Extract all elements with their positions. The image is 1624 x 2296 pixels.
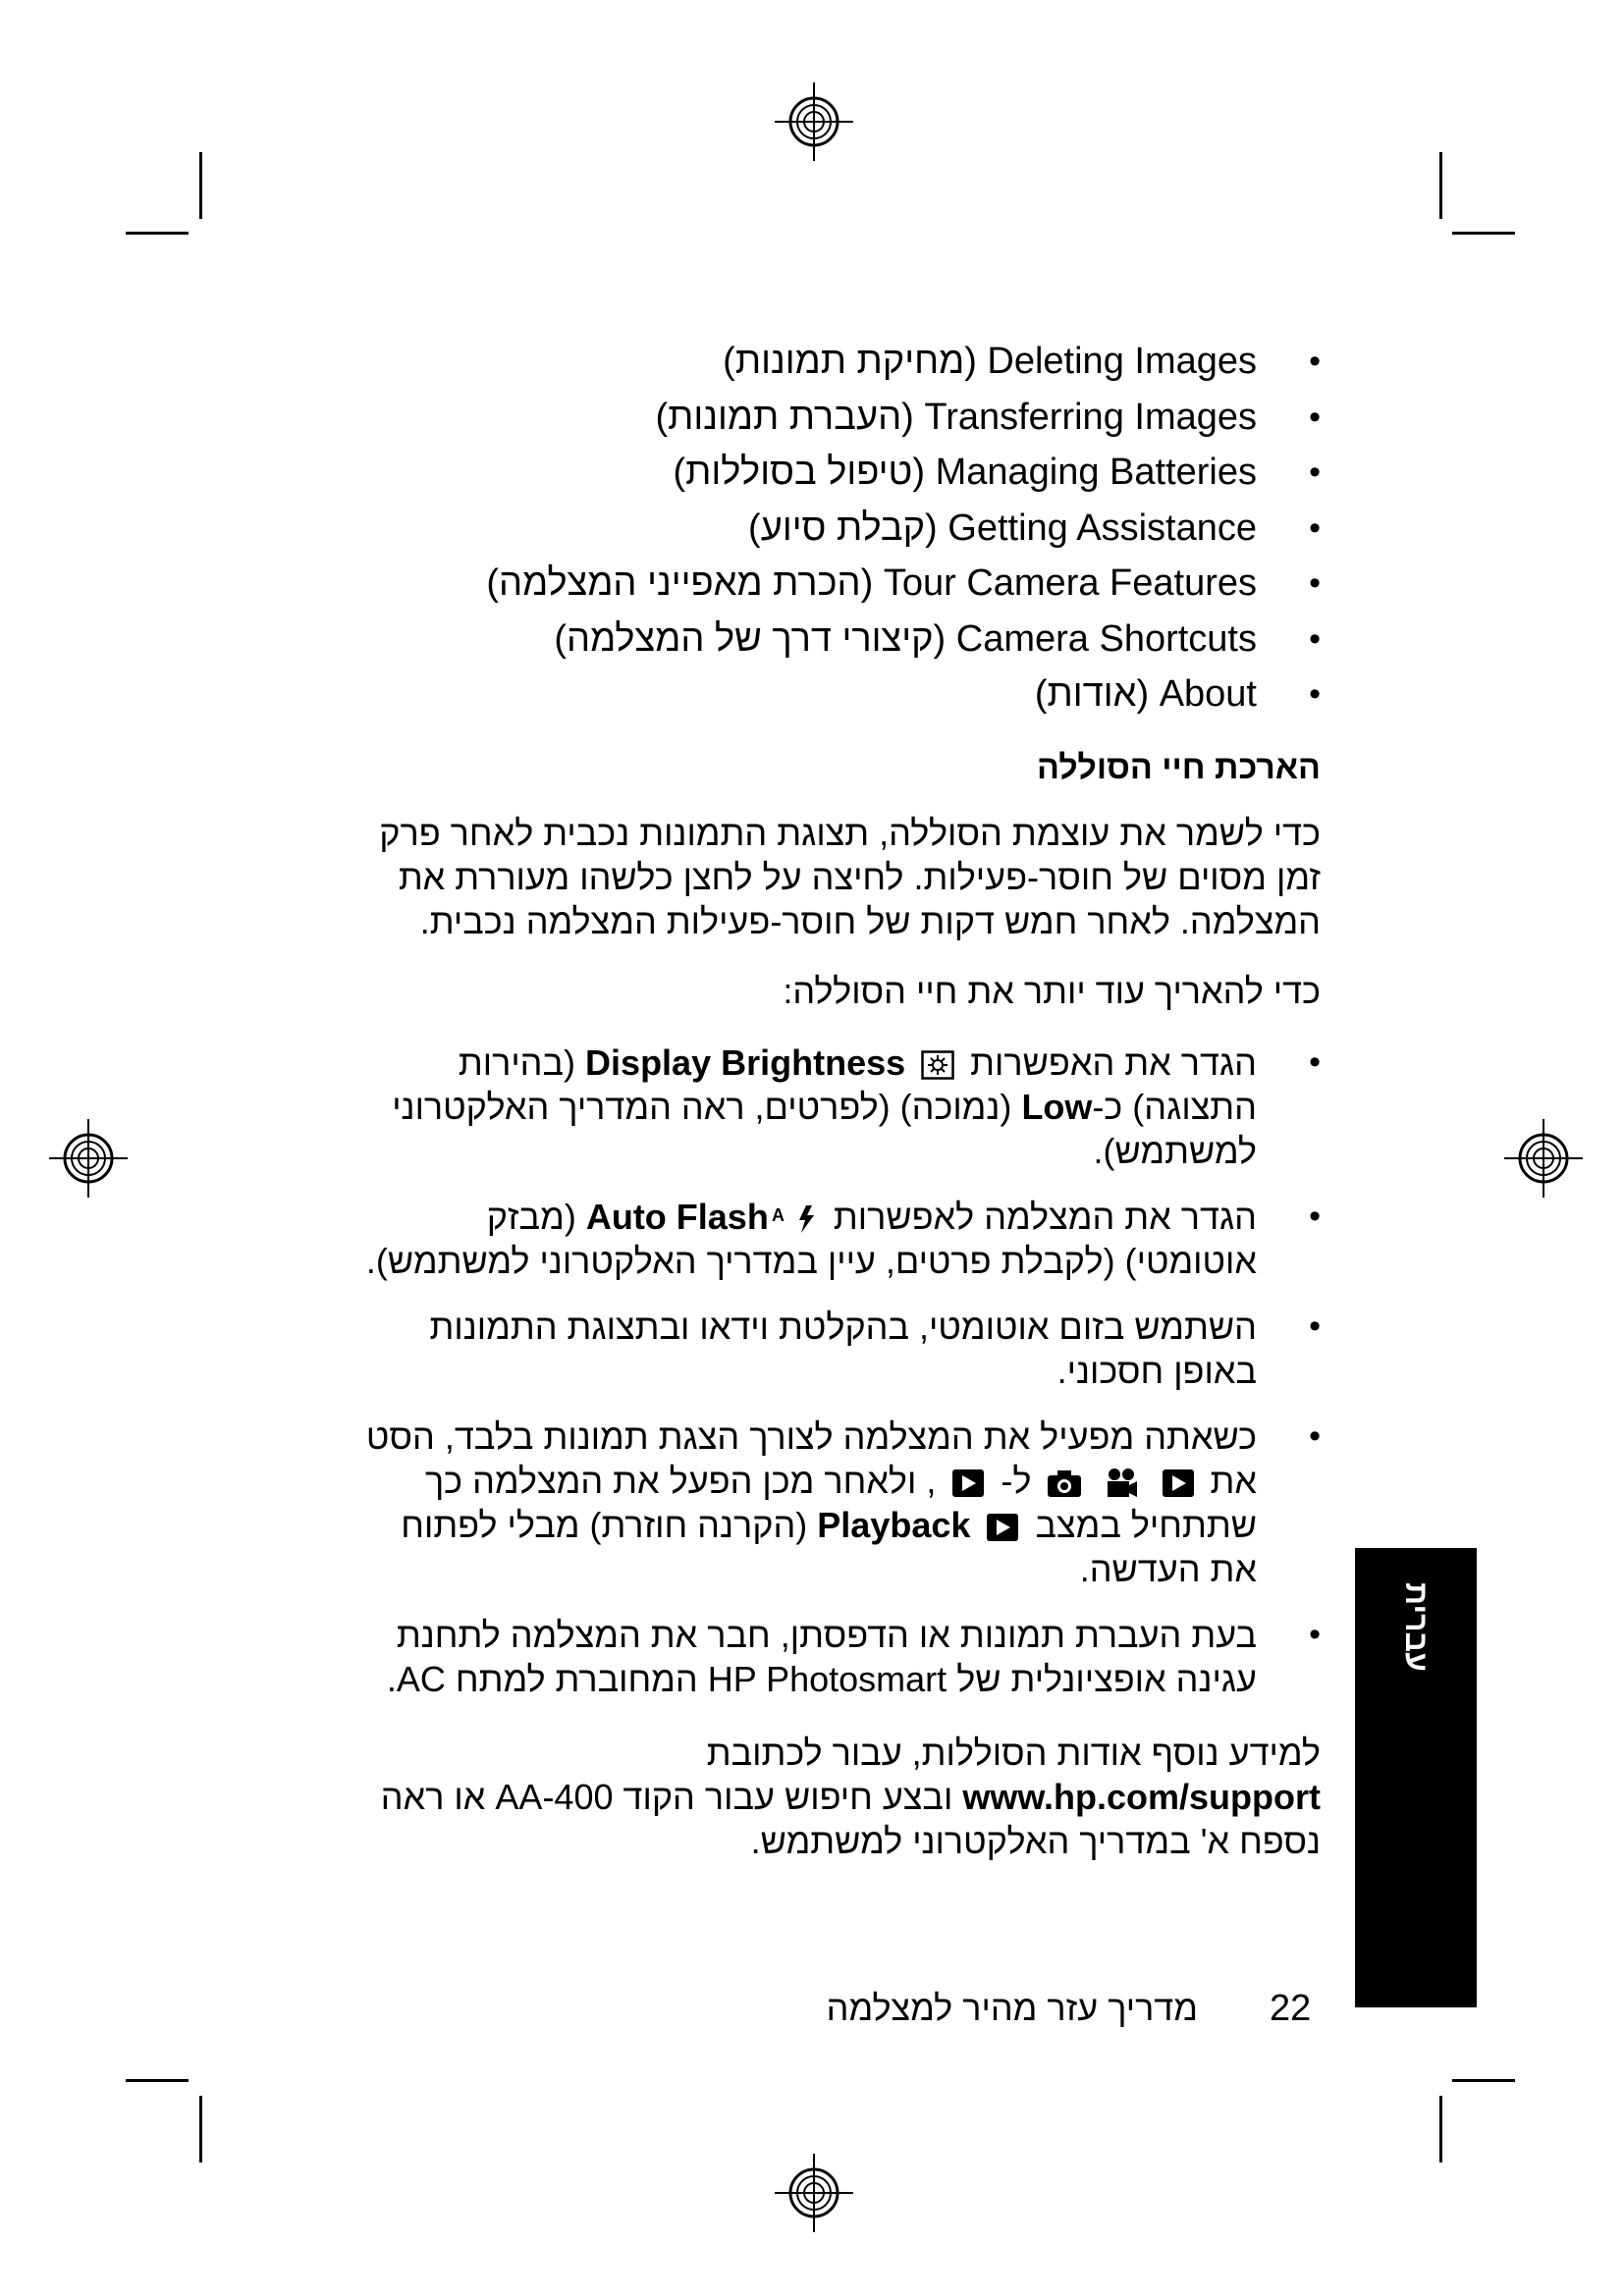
video-camera-icon	[1104, 1468, 1139, 1499]
footer-title: מדריך עזר מהיר למצלמה	[826, 1988, 1198, 2028]
auto-flash-icon	[771, 1203, 818, 1235]
bullet-icon: •	[1309, 1307, 1321, 1345]
registration-mark-icon	[775, 2154, 853, 2232]
toc-item-label: Deleting Images (מחיקת תמונות)	[723, 341, 1257, 382]
bullet-icon: •	[1309, 454, 1321, 491]
crop-mark	[1452, 232, 1515, 235]
bullet-icon: •	[1309, 1042, 1321, 1081]
svg-text:A: A	[771, 1204, 785, 1225]
crop-mark	[199, 2096, 202, 2163]
camera-icon	[1047, 1468, 1082, 1498]
list-item: • בעת העברת תמונות או הדפסתן, חבר את המצלמה לתחנת עגינה אופציונלית של HP Photosmart המחוברת למתח AC.	[386, 1614, 1321, 1699]
display-brightness-icon	[921, 1050, 954, 1080]
intro-paragraph: כדי לשמר את עוצמת הסוללה, תצוגת התמונות נכבית לאחר פרק זמן מסוים של חוסר-פעילות. לחיצה על לחצן כלשהו מעוררת את המצלמה. לאחר חמש דקות של חוסר-פעילות המצלמה נכבית.	[379, 812, 1321, 941]
list-item	[363, 445, 1321, 501]
list-item	[363, 612, 1321, 667]
tips-intro: כדי להאריך עוד יותר את חיי הסוללה:	[783, 970, 1321, 1011]
list-item	[363, 667, 1321, 722]
toc-item-label: About (אודות)	[1034, 673, 1257, 715]
toc-item-label: Transferring Images (העברת תמונות)	[655, 396, 1257, 438]
page-content	[363, 334, 1321, 1898]
toc-item-label: Getting Assistance (קבלת סיוע)	[748, 507, 1257, 549]
toc-item-label: Camera Shortcuts (קיצורי דרך של המצלמה)	[554, 617, 1257, 660]
registration-mark-icon	[775, 82, 853, 161]
bullet-icon: •	[1309, 1197, 1321, 1235]
toc-item-label: Managing Batteries (טיפול בסוללות)	[673, 452, 1257, 493]
more-info-paragraph: למידע נוסף אודות הסוללות, עבור לכתובת www.hp.com/support ובצע חיפוש עבור הקוד AA-400 או ראה נספח א' במדריך האלקטרוני למשתמש.	[380, 1732, 1321, 1861]
list-item: • הגדר את המצלמה לאפשרות A Auto Flash (מבזק אוטומטי) (לקבלת פרטים, עיין במדריך האלקטרוני למשתמש).	[365, 1196, 1321, 1281]
language-tab-label: עברית	[1398, 1581, 1435, 1672]
bullet-icon: •	[1309, 619, 1321, 658]
playback-icon	[1162, 1468, 1195, 1498]
list-item	[363, 334, 1321, 390]
crop-mark	[1452, 2079, 1515, 2082]
playback-icon	[951, 1468, 985, 1498]
bullet-icon: •	[1309, 1615, 1321, 1653]
bullet-icon: •	[1309, 564, 1321, 602]
registration-mark-icon	[1504, 1119, 1583, 1198]
support-link[interactable]: www.hp.com/support	[962, 1776, 1321, 1817]
tips-list	[363, 1041, 1321, 1701]
list-item: • השתמש בזום אוטומטי, בהקלטת וידאו ובתצוגת התמונות באופן חסכוני.	[429, 1306, 1321, 1391]
section-heading: הארכת חיי הסוללה	[1037, 748, 1321, 786]
bullet-icon: •	[1309, 1416, 1321, 1455]
list-item	[363, 501, 1321, 557]
bullet-icon: •	[1309, 508, 1321, 547]
list-item: • כשאתה מפעיל את המצלמה לצורך הצגת תמונות בלבד, הסט את ל- , ולאחר מכן הפעל את המצלמה כך שתתחיל במצב Playback (הקרנה חוזרת) מבלי לפתוח את העדשה.	[365, 1415, 1321, 1589]
crop-mark	[1439, 152, 1442, 219]
crop-mark	[1439, 2096, 1442, 2163]
crop-mark	[126, 232, 189, 235]
page-number: 22	[1270, 1988, 1312, 2029]
bullet-icon: •	[1309, 675, 1321, 713]
bullet-icon: •	[1309, 343, 1321, 380]
crop-mark	[199, 152, 202, 219]
bullet-icon: •	[1309, 398, 1321, 436]
crop-mark	[126, 2079, 189, 2082]
list-item	[363, 556, 1321, 612]
list-item	[363, 390, 1321, 446]
registration-mark-icon	[49, 1119, 128, 1198]
list-item: • הגדר את האפשרות Display Brightness (בהירות התצוגה) כ-Low (נמוכה) (לפרטים, ראה המדריך האלקטרוני למשתמש).	[392, 1041, 1321, 1171]
toc-list	[363, 334, 1321, 722]
playback-icon	[986, 1513, 1019, 1542]
toc-item-label: Tour Camera Features (הכרת מאפייני המצלמה)	[486, 562, 1257, 604]
